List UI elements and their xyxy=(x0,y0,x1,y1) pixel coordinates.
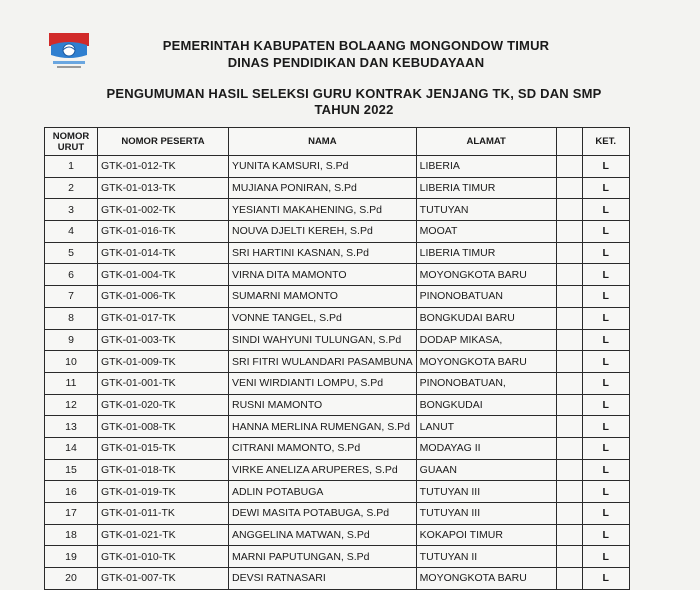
participant-address: TUTUYAN xyxy=(416,199,556,221)
row-gap xyxy=(556,242,582,264)
participant-name: DEVSI RATNASARI xyxy=(229,568,417,590)
row-gap xyxy=(556,286,582,308)
participant-number: GTK-01-015-TK xyxy=(98,437,229,459)
header-nomor-urut: NOMOR URUT xyxy=(45,128,98,156)
row-gap xyxy=(556,503,582,525)
participant-address: MOYONGKOTA BARU xyxy=(416,568,556,590)
table-row xyxy=(45,568,630,590)
participant-number: GTK-01-009-TK xyxy=(98,351,229,373)
announcement-year: TAHUN 2022 xyxy=(314,102,394,117)
participant-address: MOYONGKOTA BARU xyxy=(416,264,556,286)
participant-name: RUSNI MAMONTO xyxy=(229,394,417,416)
row-number: 1 xyxy=(45,156,98,178)
participant-number: GTK-01-004-TK xyxy=(98,264,229,286)
participant-name: SRI FITRI WULANDARI PASAMBUNA xyxy=(229,351,417,373)
row-number: 15 xyxy=(45,459,98,481)
row-gap xyxy=(556,372,582,394)
participant-number: GTK-01-003-TK xyxy=(98,329,229,351)
participant-status: L xyxy=(582,242,629,264)
participant-status: L xyxy=(582,199,629,221)
participant-status: L xyxy=(582,394,629,416)
row-number: 2 xyxy=(45,177,98,199)
table-row xyxy=(45,416,630,438)
participant-status: L xyxy=(582,177,629,199)
table-row xyxy=(45,329,630,351)
row-number: 19 xyxy=(45,546,98,568)
table-row xyxy=(45,546,630,568)
participant-status: L xyxy=(582,546,629,568)
row-gap xyxy=(556,546,582,568)
row-number: 9 xyxy=(45,329,98,351)
announcement-title: PENGUMUMAN HASIL SELEKSI GURU KONTRAK JENJANG TK, SD DAN SMP xyxy=(106,86,602,101)
table-row xyxy=(45,503,630,525)
table-row xyxy=(45,177,630,199)
participant-name: YESIANTI MAKAHENING, S.Pd xyxy=(229,199,417,221)
government-title: PEMERINTAH KABUPATEN BOLAANG MONGONDOW TIMUR xyxy=(162,38,550,53)
participant-number: GTK-01-018-TK xyxy=(98,459,229,481)
participant-name: SRI HARTINI KASNAN, S.Pd xyxy=(229,242,417,264)
table-row xyxy=(45,524,630,546)
participant-name: HANNA MERLINA RUMENGAN, S.Pd xyxy=(229,416,417,438)
participant-name: ADLIN POTABUGA xyxy=(229,481,417,503)
participant-number: GTK-01-017-TK xyxy=(98,307,229,329)
row-gap xyxy=(556,264,582,286)
participant-address: PINONOBATUAN xyxy=(416,286,556,308)
participant-name: VONNE TANGEL, S.Pd xyxy=(229,307,417,329)
participant-name: VENI WIRDIANTI LOMPU, S.Pd xyxy=(229,372,417,394)
participant-address: TUTUYAN III xyxy=(416,481,556,503)
participant-number: GTK-01-021-TK xyxy=(98,524,229,546)
table-row xyxy=(45,199,630,221)
participant-address: KOKAPOI TIMUR xyxy=(416,524,556,546)
participant-number: GTK-01-008-TK xyxy=(98,416,229,438)
participant-status: L xyxy=(582,307,629,329)
row-number: 14 xyxy=(45,437,98,459)
row-gap xyxy=(556,199,582,221)
table-row xyxy=(45,437,630,459)
row-gap xyxy=(556,156,582,178)
header-nama: NAMA xyxy=(229,128,417,156)
participant-address: TUTUYAN III xyxy=(416,503,556,525)
row-number: 17 xyxy=(45,503,98,525)
participant-number: GTK-01-014-TK xyxy=(98,242,229,264)
participant-name: SINDI WAHYUNI TULUNGAN, S.Pd xyxy=(229,329,417,351)
row-gap xyxy=(556,177,582,199)
row-number: 20 xyxy=(45,568,98,590)
table-row xyxy=(45,372,630,394)
table-header-row xyxy=(45,128,630,156)
participant-status: L xyxy=(582,156,629,178)
participant-name: ANGGELINA MATWAN, S.Pd xyxy=(229,524,417,546)
table-row xyxy=(45,156,630,178)
participant-address: MOOAT xyxy=(416,221,556,243)
participant-address: BONGKUDAI BARU xyxy=(416,307,556,329)
participant-address: LANUT xyxy=(416,416,556,438)
table-row xyxy=(45,264,630,286)
row-gap xyxy=(556,394,582,416)
header-alamat: ALAMAT xyxy=(416,128,556,156)
participant-name: VIRKE ANELIZA ARUPERES, S.Pd xyxy=(229,459,417,481)
row-gap xyxy=(556,524,582,546)
results-table xyxy=(44,127,630,590)
row-number: 4 xyxy=(45,221,98,243)
participant-name: MARNI PAPUTUNGAN, S.Pd xyxy=(229,546,417,568)
row-gap xyxy=(556,459,582,481)
participant-status: L xyxy=(582,329,629,351)
row-number: 6 xyxy=(45,264,98,286)
participant-number: GTK-01-019-TK xyxy=(98,481,229,503)
row-number: 5 xyxy=(45,242,98,264)
row-gap xyxy=(556,416,582,438)
participant-name: YUNITA KAMSURI, S.Pd xyxy=(229,156,417,178)
participant-status: L xyxy=(582,221,629,243)
table-row xyxy=(45,242,630,264)
participant-address: GUAAN xyxy=(416,459,556,481)
row-number: 13 xyxy=(45,416,98,438)
participant-number: GTK-01-006-TK xyxy=(98,286,229,308)
table-row xyxy=(45,351,630,373)
participant-address: MODAYAG II xyxy=(416,437,556,459)
participant-status: L xyxy=(582,524,629,546)
participant-address: DODAP MIKASA, xyxy=(416,329,556,351)
row-number: 11 xyxy=(45,372,98,394)
row-number: 10 xyxy=(45,351,98,373)
participant-address: PINONOBATUAN, xyxy=(416,372,556,394)
participant-status: L xyxy=(582,264,629,286)
participant-name: CITRANI MAMONTO, S.Pd xyxy=(229,437,417,459)
table-row xyxy=(45,481,630,503)
row-gap xyxy=(556,481,582,503)
row-number: 3 xyxy=(45,199,98,221)
participant-status: L xyxy=(582,481,629,503)
participant-status: L xyxy=(582,286,629,308)
header-nomor-peserta: NOMOR PESERTA xyxy=(98,128,229,156)
participant-number: GTK-01-001-TK xyxy=(98,372,229,394)
row-number: 18 xyxy=(45,524,98,546)
participant-name: DEWI MASITA POTABUGA, S.Pd xyxy=(229,503,417,525)
participant-number: GTK-01-011-TK xyxy=(98,503,229,525)
table-row xyxy=(45,286,630,308)
row-gap xyxy=(556,221,582,243)
row-gap xyxy=(556,307,582,329)
table-row xyxy=(45,221,630,243)
row-number: 7 xyxy=(45,286,98,308)
row-gap xyxy=(556,437,582,459)
participant-status: L xyxy=(582,416,629,438)
table-row xyxy=(45,307,630,329)
participant-number: GTK-01-016-TK xyxy=(98,221,229,243)
participant-number: GTK-01-007-TK xyxy=(98,568,229,590)
participant-address: TUTUYAN II xyxy=(416,546,556,568)
table-row xyxy=(45,459,630,481)
participant-name: NOUVA DJELTI KEREH, S.Pd xyxy=(229,221,417,243)
participant-status: L xyxy=(582,351,629,373)
participant-address: LIBERIA TIMUR xyxy=(416,177,556,199)
row-number: 8 xyxy=(45,307,98,329)
participant-number: GTK-01-012-TK xyxy=(98,156,229,178)
participant-name: MUJIANA PONIRAN, S.Pd xyxy=(229,177,417,199)
row-gap xyxy=(556,329,582,351)
participant-status: L xyxy=(582,372,629,394)
row-gap xyxy=(556,351,582,373)
participant-status: L xyxy=(582,568,629,590)
participant-address: LIBERIA xyxy=(416,156,556,178)
row-gap xyxy=(556,568,582,590)
participant-name: VIRNA DITA MAMONTO xyxy=(229,264,417,286)
participant-name: SUMARNI MAMONTO xyxy=(229,286,417,308)
participant-number: GTK-01-002-TK xyxy=(98,199,229,221)
row-number: 16 xyxy=(45,481,98,503)
participant-status: L xyxy=(582,437,629,459)
participant-address: LIBERIA TIMUR xyxy=(416,242,556,264)
row-number: 12 xyxy=(45,394,98,416)
department-title: DINAS PENDIDIKAN DAN KEBUDAYAAN xyxy=(227,55,485,70)
participant-address: BONGKUDAI xyxy=(416,394,556,416)
participant-number: GTK-01-010-TK xyxy=(98,546,229,568)
participant-address: MOYONGKOTA BARU xyxy=(416,351,556,373)
participant-number: GTK-01-013-TK xyxy=(98,177,229,199)
header-ket: KET. xyxy=(582,128,629,156)
header-gap xyxy=(556,128,582,156)
participant-number: GTK-01-020-TK xyxy=(98,394,229,416)
participant-status: L xyxy=(582,503,629,525)
table-row xyxy=(45,394,630,416)
participant-status: L xyxy=(582,459,629,481)
